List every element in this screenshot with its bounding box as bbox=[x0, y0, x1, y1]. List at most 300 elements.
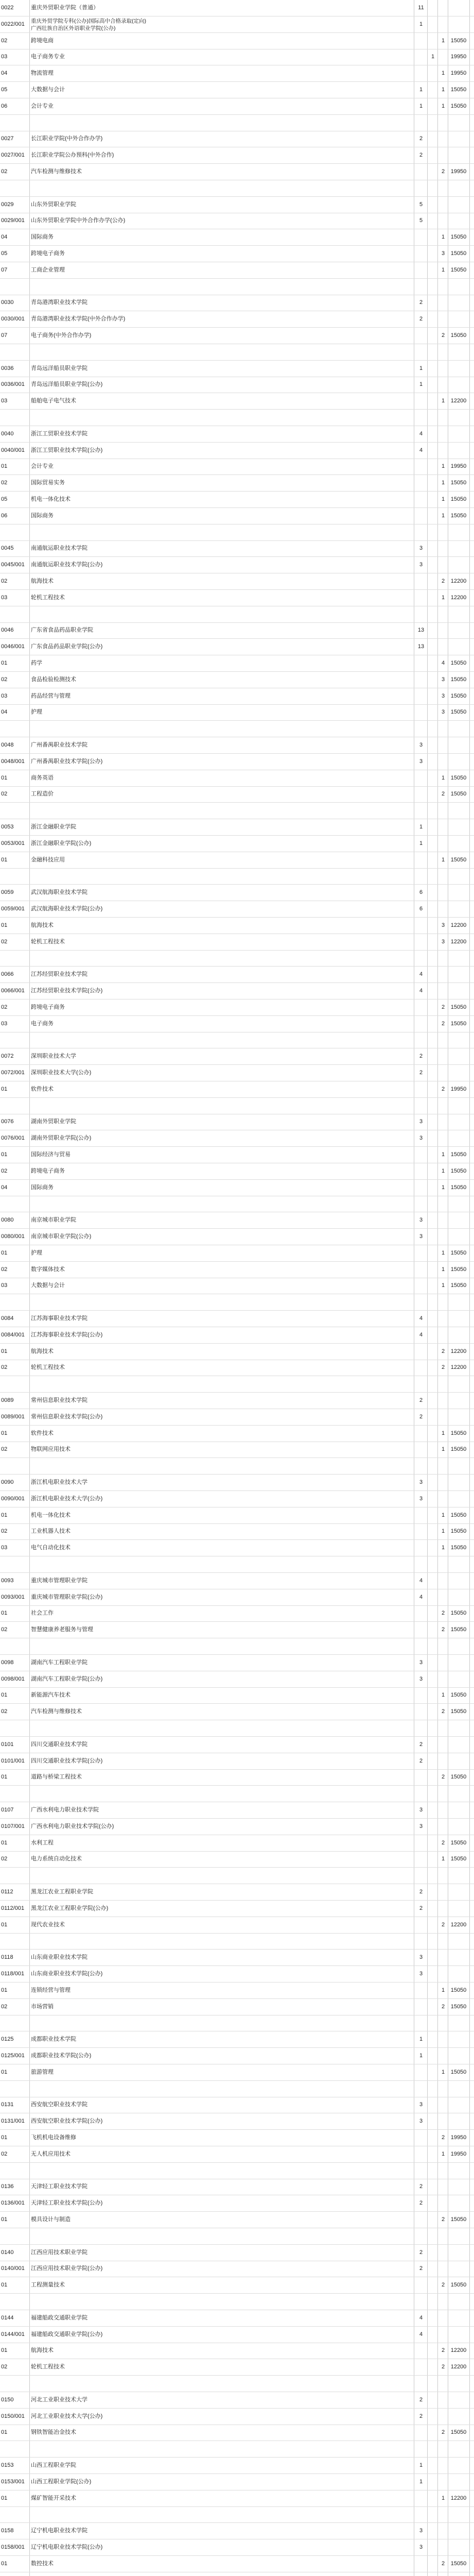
row-col-a bbox=[428, 2130, 437, 2146]
table-row bbox=[0, 393, 474, 410]
row-code: 02 bbox=[1, 37, 8, 44]
row-plan-count bbox=[416, 2343, 426, 2359]
spacer-row bbox=[0, 2506, 474, 2523]
row-col-b bbox=[438, 2179, 448, 2195]
row-col-b: 1 bbox=[441, 1987, 445, 1993]
row-fee: 12200 bbox=[450, 922, 467, 928]
row-code: 0107/001 bbox=[1, 1823, 25, 1829]
row-fee: 19950 bbox=[450, 54, 467, 60]
row-col-b: 2 bbox=[441, 168, 445, 175]
row-fee: 15050 bbox=[450, 2003, 467, 2010]
row-fee: 12200 bbox=[450, 1348, 467, 1354]
row-name: 山东外贸职业学院 bbox=[31, 201, 76, 208]
row-code: 0080 bbox=[1, 1217, 14, 1224]
row-code: 0101 bbox=[1, 1741, 14, 1748]
spacer-row bbox=[0, 1868, 474, 1884]
table-row bbox=[0, 377, 474, 393]
row-code: 0112/001 bbox=[1, 1905, 25, 1911]
table-row bbox=[0, 1507, 474, 1524]
row-name: 江西应用技术职业学院 bbox=[31, 2249, 87, 2256]
row-name: 浙江工贸职业技术学院(公办) bbox=[31, 447, 103, 453]
row-fee bbox=[449, 1114, 468, 1130]
row-name: 会计专业 bbox=[31, 463, 54, 470]
row-name: 南京城市职业学院 bbox=[31, 1217, 76, 1224]
row-col-b: 1 bbox=[441, 1167, 445, 1174]
row-plan-count: 5 bbox=[419, 217, 423, 224]
row-name: 河北工业职业技术大学 bbox=[31, 2396, 87, 2403]
table-row bbox=[0, 2310, 474, 2327]
spacer-row bbox=[0, 721, 474, 737]
row-name: 物流管理 bbox=[31, 70, 54, 77]
row-fee bbox=[449, 819, 468, 835]
row-name: 四川交通职业技术学院(公办) bbox=[31, 1757, 103, 1764]
table-row bbox=[0, 2572, 474, 2576]
row-name: 江苏经贸职业技术学院(公办) bbox=[31, 988, 103, 994]
row-name: 钢铁智能冶金技术 bbox=[31, 2429, 76, 2436]
row-code: 07 bbox=[1, 266, 8, 273]
row-fee bbox=[449, 2474, 468, 2490]
row-plan-count bbox=[416, 1523, 426, 1539]
table-row bbox=[0, 426, 474, 443]
row-col-b: 2 bbox=[441, 2429, 445, 2436]
row-col-b: 3 bbox=[441, 676, 445, 683]
row-name: 广州番禺职业技术学院(公办) bbox=[31, 758, 103, 765]
row-name: 工商企业管理 bbox=[31, 266, 65, 273]
row-col-a bbox=[428, 2490, 437, 2506]
row-plan-count: 4 bbox=[419, 2314, 423, 2321]
row-name: 青岛港湾职业技术学院(中外合作办学) bbox=[31, 316, 126, 323]
row-plan-count: 3 bbox=[419, 1118, 423, 1125]
row-col-a bbox=[428, 1966, 437, 1982]
row-col-a bbox=[428, 1344, 437, 1360]
spacer-row bbox=[0, 868, 474, 885]
row-name: 飞机机电设备维修 bbox=[31, 2134, 76, 2141]
row-col-b bbox=[438, 2097, 448, 2113]
row-fee bbox=[449, 1409, 468, 1425]
row-plan-count bbox=[416, 1851, 426, 1867]
table-row bbox=[0, 1180, 474, 1196]
row-name: 辽宁机电职业技术学院(公办) bbox=[31, 2544, 103, 2550]
row-name: 航海技术 bbox=[31, 2347, 54, 2354]
table-row bbox=[0, 1704, 474, 1720]
row-col-a bbox=[428, 2195, 437, 2211]
row-fee: 15050 bbox=[450, 1528, 467, 1535]
row-fee bbox=[449, 2392, 468, 2408]
table-row bbox=[0, 328, 474, 344]
row-plan-count bbox=[416, 852, 426, 868]
row-col-a bbox=[428, 1475, 437, 1490]
row-col-b: 1 bbox=[441, 512, 445, 519]
row-col-a bbox=[428, 1278, 437, 1294]
row-plan-count: 3 bbox=[419, 1954, 423, 1961]
row-col-b: 2 bbox=[441, 2282, 445, 2289]
row-code: 0144 bbox=[1, 2314, 14, 2321]
row-col-a bbox=[428, 1180, 437, 1196]
row-fee: 15050 bbox=[450, 1151, 467, 1158]
table-row bbox=[0, 1851, 474, 1868]
row-plan-count bbox=[416, 786, 426, 802]
row-fee: 12200 bbox=[450, 938, 467, 945]
table-row bbox=[0, 672, 474, 688]
row-fee: 15050 bbox=[450, 1020, 467, 1027]
row-plan-count bbox=[416, 328, 426, 344]
row-col-b: 1 bbox=[441, 856, 445, 863]
row-fee bbox=[449, 426, 468, 442]
row-col-b: 1 bbox=[441, 2150, 445, 2157]
row-code: 01 bbox=[1, 2347, 8, 2354]
table-row bbox=[0, 1130, 474, 1147]
row-fee: 15050 bbox=[450, 1282, 467, 1289]
table-row bbox=[0, 361, 474, 377]
row-col-a bbox=[428, 459, 437, 474]
row-col-a bbox=[428, 1573, 437, 1589]
row-col-b: 1 bbox=[441, 1184, 445, 1191]
row-col-a bbox=[428, 2409, 437, 2425]
table-row bbox=[0, 1622, 474, 1638]
row-name: 跨境电子商务 bbox=[31, 1167, 65, 1174]
row-name: 广西水利电力职业技术学院(公办) bbox=[31, 1823, 114, 1829]
row-plan-count bbox=[416, 1769, 426, 1785]
row-plan-count: 2 bbox=[419, 1741, 423, 1748]
row-col-b: 1 bbox=[441, 1282, 445, 1289]
row-code: 0046 bbox=[1, 627, 14, 634]
row-col-b bbox=[438, 443, 448, 459]
table-row bbox=[0, 1475, 474, 1491]
row-code: 01 bbox=[1, 1430, 8, 1436]
row-col-b: 1 bbox=[441, 234, 445, 241]
row-plan-count bbox=[416, 655, 426, 671]
row-code: 01 bbox=[1, 922, 8, 928]
row-code: 01 bbox=[1, 1774, 8, 1781]
row-code: 02 bbox=[1, 938, 8, 945]
row-col-a bbox=[428, 443, 437, 459]
spacer-row bbox=[0, 279, 474, 295]
row-fee bbox=[449, 1491, 468, 1507]
row-name: 工业机器人技术 bbox=[31, 1528, 71, 1535]
table-row bbox=[0, 540, 474, 557]
row-plan-count: 5 bbox=[419, 201, 423, 208]
row-code: 0027/001 bbox=[1, 152, 25, 159]
row-col-a bbox=[428, 2392, 437, 2408]
row-code: 0136 bbox=[1, 2183, 14, 2190]
row-code: 02 bbox=[1, 1446, 8, 1453]
row-fee bbox=[449, 1589, 468, 1605]
row-fee: 15050 bbox=[450, 2069, 467, 2075]
spacer-row bbox=[0, 1294, 474, 1311]
row-fee bbox=[449, 2539, 468, 2555]
row-col-b bbox=[438, 2310, 448, 2326]
table-row bbox=[0, 1426, 474, 1442]
row-code: 02 bbox=[1, 1528, 8, 1535]
table-row bbox=[0, 1737, 474, 1753]
spacer-row bbox=[0, 803, 474, 819]
row-name: 黑龙江农业工程职业学院(公办) bbox=[31, 1905, 109, 1911]
row-code: 0030 bbox=[1, 299, 14, 306]
row-fee bbox=[449, 1327, 468, 1343]
row-col-a bbox=[428, 82, 437, 98]
row-col-a bbox=[428, 754, 437, 770]
row-name: 数字媒体技术 bbox=[31, 1266, 65, 1273]
table-row bbox=[0, 901, 474, 918]
row-fee bbox=[449, 2048, 468, 2064]
row-plan-count bbox=[416, 2130, 426, 2146]
row-plan-count bbox=[416, 1163, 426, 1179]
row-col-b: 2 bbox=[441, 1610, 445, 1617]
row-col-b: 2 bbox=[441, 2364, 445, 2370]
row-code: 0125 bbox=[1, 2036, 14, 2043]
row-fee: 15050 bbox=[450, 856, 467, 863]
row-col-b bbox=[438, 967, 448, 982]
row-code: 0076/001 bbox=[1, 1135, 25, 1142]
row-col-a bbox=[428, 0, 437, 16]
row-fee: 12200 bbox=[450, 2495, 467, 2501]
row-name: 广州番禺职业技术学院 bbox=[31, 742, 87, 748]
table-row bbox=[0, 295, 474, 311]
row-col-b bbox=[438, 1802, 448, 1818]
row-name: 电力系统自动化技术 bbox=[31, 1856, 82, 1862]
row-code: 0112 bbox=[1, 1889, 13, 1895]
row-code: 0150/001 bbox=[1, 2413, 25, 2419]
spacer-row bbox=[0, 2376, 474, 2392]
row-fee: 12200 bbox=[450, 594, 467, 601]
row-fee: 15050 bbox=[450, 1512, 467, 1518]
row-code: 0048 bbox=[1, 742, 14, 748]
spacer-row bbox=[0, 1032, 474, 1048]
spacer-row bbox=[0, 1098, 474, 1114]
row-plan-count: 1 bbox=[419, 2462, 423, 2468]
row-col-b: 2 bbox=[441, 1921, 445, 1928]
row-plan-count: 2 bbox=[419, 2249, 423, 2256]
row-fee bbox=[449, 1475, 468, 1490]
table-row bbox=[0, 147, 474, 164]
row-col-a bbox=[428, 1245, 437, 1261]
row-fee: 15050 bbox=[450, 1774, 467, 1781]
row-name: 大数据与会计 bbox=[31, 87, 65, 93]
row-plan-count: 4 bbox=[419, 447, 423, 453]
table-row bbox=[0, 2490, 474, 2507]
row-code: 0030/001 bbox=[1, 316, 25, 323]
row-col-a bbox=[428, 1360, 437, 1376]
table-row bbox=[0, 1901, 474, 1917]
table-row bbox=[0, 1589, 474, 1606]
row-plan-count: 3 bbox=[419, 758, 423, 765]
table-row bbox=[0, 1016, 474, 1032]
row-col-a bbox=[428, 2097, 437, 2113]
row-plan-count bbox=[416, 2490, 426, 2506]
table-row bbox=[0, 475, 474, 492]
row-col-a bbox=[428, 1048, 437, 1064]
row-col-b bbox=[438, 426, 448, 442]
row-col-a bbox=[428, 622, 437, 638]
row-col-b bbox=[438, 131, 448, 147]
row-name: 湖南外贸职业学院(公办) bbox=[31, 1135, 92, 1142]
row-col-a bbox=[428, 1851, 437, 1867]
row-col-b: 1 bbox=[441, 37, 445, 44]
row-plan-count: 2 bbox=[419, 299, 423, 306]
row-code: 0153/001 bbox=[1, 2478, 25, 2485]
row-col-b bbox=[438, 2474, 448, 2490]
row-name: 电子商务(中外合作办学) bbox=[31, 332, 92, 338]
row-code: 0022/001 bbox=[1, 21, 25, 27]
row-col-b bbox=[438, 147, 448, 163]
row-code: 0053/001 bbox=[1, 840, 25, 846]
table-row bbox=[0, 1950, 474, 1966]
row-code: 02 bbox=[1, 676, 8, 683]
row-col-a bbox=[428, 1114, 437, 1130]
row-fee: 12200 bbox=[450, 578, 467, 584]
table-row bbox=[0, 1229, 474, 1245]
row-col-b: 1 bbox=[441, 2069, 445, 2075]
row-col-a bbox=[428, 737, 437, 753]
row-plan-count: 2 bbox=[419, 2265, 423, 2272]
row-col-a bbox=[428, 16, 437, 32]
row-fee: 15050 bbox=[450, 37, 467, 44]
row-col-a bbox=[428, 672, 437, 688]
row-col-b bbox=[438, 540, 448, 556]
row-plan-count: 3 bbox=[419, 2544, 423, 2550]
row-col-b: 2 bbox=[441, 578, 445, 584]
row-col-a bbox=[428, 1442, 437, 1458]
row-code: 01 bbox=[1, 2134, 8, 2141]
row-name: 物联网应用技术 bbox=[31, 1446, 71, 1453]
row-code: 04 bbox=[1, 70, 8, 77]
row-fee: 15050 bbox=[450, 2282, 467, 2289]
row-col-b bbox=[438, 819, 448, 835]
row-name: 湖南汽车工程职业学院 bbox=[31, 1659, 87, 1666]
row-name: 电子商务 bbox=[31, 1020, 54, 1027]
row-col-a bbox=[428, 426, 437, 442]
row-code: 0029 bbox=[1, 201, 14, 208]
row-code: 0150 bbox=[1, 2396, 14, 2403]
row-fee: 15050 bbox=[450, 1167, 467, 1174]
row-col-a bbox=[428, 147, 437, 163]
row-plan-count: 3 bbox=[419, 1479, 423, 1485]
row-name: 福建船政交通职业学院 bbox=[31, 2314, 87, 2321]
table-row bbox=[0, 197, 474, 213]
row-fee bbox=[449, 311, 468, 327]
row-code: 02 bbox=[1, 2364, 8, 2370]
row-plan-count: 3 bbox=[419, 1233, 423, 1240]
table-row bbox=[0, 885, 474, 901]
row-code: 02 bbox=[1, 1626, 8, 1633]
row-code: 0066/001 bbox=[1, 988, 25, 994]
row-col-b: 1 bbox=[441, 480, 445, 486]
row-col-a bbox=[428, 1819, 437, 1835]
row-col-b: 1 bbox=[441, 398, 445, 404]
table-row bbox=[0, 2409, 474, 2425]
table-row bbox=[0, 1802, 474, 1819]
row-col-b: 2 bbox=[441, 1364, 445, 1371]
row-fee: 15050 bbox=[450, 234, 467, 241]
row-col-a bbox=[428, 1622, 437, 1638]
row-col-a bbox=[428, 2343, 437, 2359]
row-col-a bbox=[428, 1655, 437, 1671]
table-row bbox=[0, 262, 474, 279]
table-row bbox=[0, 836, 474, 852]
row-code: 02 bbox=[1, 480, 8, 486]
row-name: 道路与桥梁工程技术 bbox=[31, 1774, 82, 1781]
row-col-b: 3 bbox=[441, 709, 445, 716]
row-name: 常州信息职业技术学院 bbox=[31, 1397, 87, 1403]
row-fee: 12200 bbox=[450, 398, 467, 404]
table-row bbox=[0, 557, 474, 573]
row-fee bbox=[449, 1048, 468, 1064]
row-fee bbox=[449, 622, 468, 638]
row-fee: 15050 bbox=[450, 266, 467, 273]
row-col-a bbox=[428, 885, 437, 901]
row-fee bbox=[449, 901, 468, 917]
table-row bbox=[0, 1212, 474, 1229]
row-fee bbox=[449, 737, 468, 753]
row-name: 轮机工程技术 bbox=[31, 2364, 65, 2370]
row-col-b bbox=[438, 557, 448, 573]
row-plan-count: 1 bbox=[419, 840, 423, 846]
row-name: 江西应用技术职业学院(公办) bbox=[31, 2265, 103, 2272]
spacer-row bbox=[0, 950, 474, 967]
row-plan-count: 3 bbox=[419, 2102, 423, 2108]
row-code: 04 bbox=[1, 234, 8, 241]
row-plan-count bbox=[416, 65, 426, 81]
row-col-b bbox=[438, 639, 448, 655]
row-col-a bbox=[428, 557, 437, 573]
row-name: 重庆城市管理职业学院(公办) bbox=[31, 1594, 103, 1600]
row-name: 深圳职业技术大学(公办) bbox=[31, 1070, 92, 1076]
row-col-a bbox=[428, 2031, 437, 2047]
row-fee: 15050 bbox=[450, 1249, 467, 1256]
row-name: 护理 bbox=[31, 1249, 42, 1256]
row-fee: 15050 bbox=[450, 1430, 467, 1436]
row-plan-count: 4 bbox=[419, 430, 423, 437]
row-col-a bbox=[428, 295, 437, 311]
row-name: 模具设计与制造 bbox=[31, 2216, 71, 2223]
row-col-a bbox=[428, 328, 437, 344]
row-fee: 15050 bbox=[450, 791, 467, 798]
row-fee bbox=[449, 443, 468, 459]
row-col-b bbox=[438, 1966, 448, 1982]
table-row bbox=[0, 131, 474, 147]
table-row bbox=[0, 1114, 474, 1130]
row-fee bbox=[449, 1671, 468, 1687]
row-code: 07 bbox=[1, 332, 8, 338]
row-col-a bbox=[428, 1999, 437, 2015]
row-name: 数控技术 bbox=[31, 2560, 54, 2567]
row-code: 0045 bbox=[1, 545, 14, 552]
table-row bbox=[0, 459, 474, 475]
row-fee bbox=[449, 131, 468, 147]
row-name: 汽车检测与维修技术 bbox=[31, 1708, 82, 1715]
row-col-b bbox=[438, 295, 448, 311]
row-col-b bbox=[438, 1589, 448, 1605]
row-col-b: 1 bbox=[441, 463, 445, 470]
row-col-a bbox=[428, 1540, 437, 1556]
row-fee bbox=[449, 2523, 468, 2539]
row-col-a bbox=[428, 983, 437, 999]
row-code: 02 bbox=[1, 1708, 8, 1715]
row-col-a bbox=[428, 2327, 437, 2343]
row-name: 机电一体化技术 bbox=[31, 1512, 71, 1518]
table-row bbox=[0, 33, 474, 49]
row-col-b bbox=[438, 1491, 448, 1507]
row-plan-count: 2 bbox=[419, 1905, 423, 1911]
row-name: 重庆城市管理职业学院 bbox=[31, 1577, 87, 1584]
row-fee bbox=[449, 361, 468, 377]
row-fee bbox=[449, 1737, 468, 1753]
row-col-b: 1 bbox=[441, 1512, 445, 1518]
row-plan-count bbox=[416, 2556, 426, 2572]
row-col-a bbox=[428, 377, 437, 393]
row-plan-count: 3 bbox=[419, 742, 423, 748]
row-plan-count bbox=[416, 49, 426, 65]
